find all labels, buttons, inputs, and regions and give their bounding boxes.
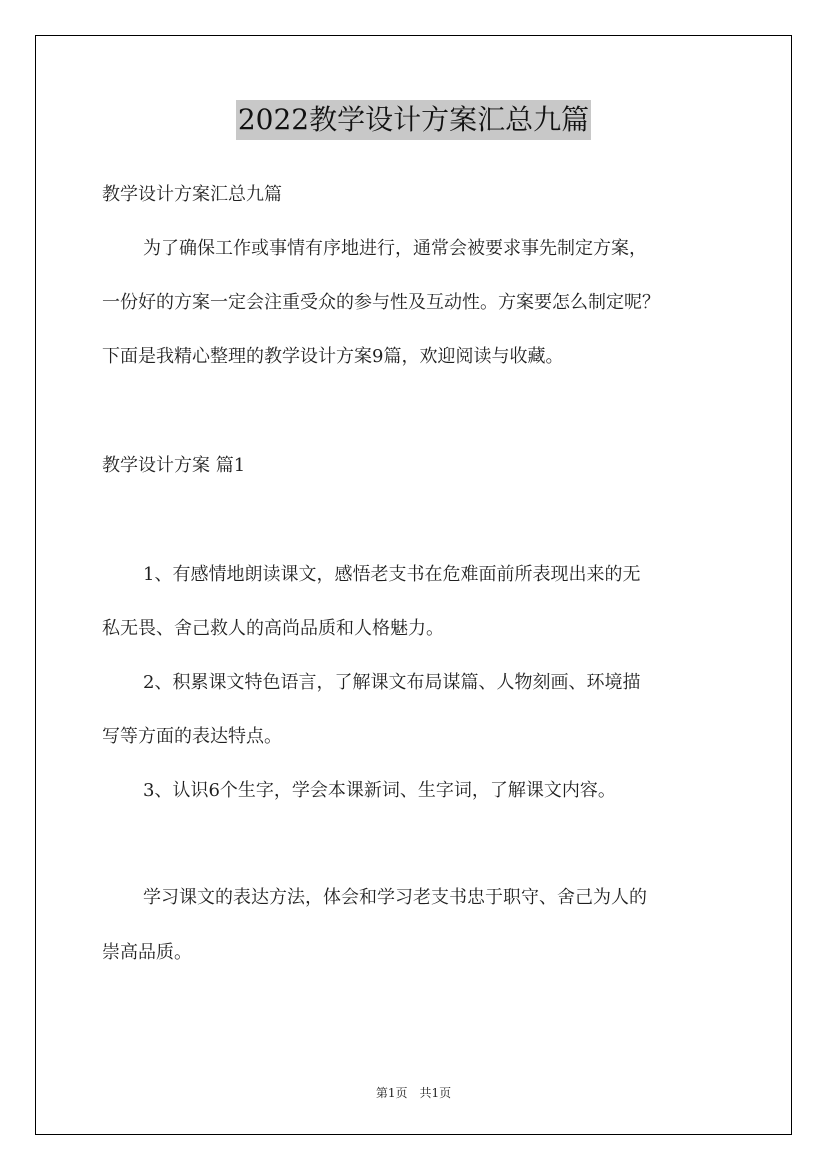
intro-line-3: 下面是我精心整理的教学设计方案9篇，欢迎阅读与收藏。 [102,346,564,367]
intro-line-2: 一份好的方案一定会注重受众的参与性及互动性。方案要怎么制定呢？ [102,292,660,313]
objective-line-1: 1、有感情地朗读课文，感悟老支书在危难面前所表现出来的无 [143,564,641,585]
subtitle: 教学设计方案汇总九篇 [102,184,282,205]
intro-line-1: 为了确保工作或事情有序地进行，通常会被要求事先制定方案， [143,238,647,259]
objective-line-5: 3、认识6个生字，学会本课新词、生字词，了解课文内容。 [143,780,616,801]
objective-line-3: 2、积累课文特色语言，了解课文布局谋篇、人物刻画、环境描 [143,672,641,693]
document-title: 2022教学设计方案汇总九篇 [236,100,591,140]
page-number: 第1页 共1页 [375,1086,452,1100]
closing-line-1: 学习课文的表达方法，体会和学习老支书忠于职守、舍己为人的 [143,887,647,908]
closing-line-2: 崇高品质。 [102,942,192,963]
objective-line-2: 私无畏、舍己救人的高尚品质和人格魅力。 [102,618,444,639]
title-container [0,100,827,140]
objective-line-4: 写等方面的表达特点。 [102,726,282,747]
section-heading: 教学设计方案 篇1 [102,455,246,476]
